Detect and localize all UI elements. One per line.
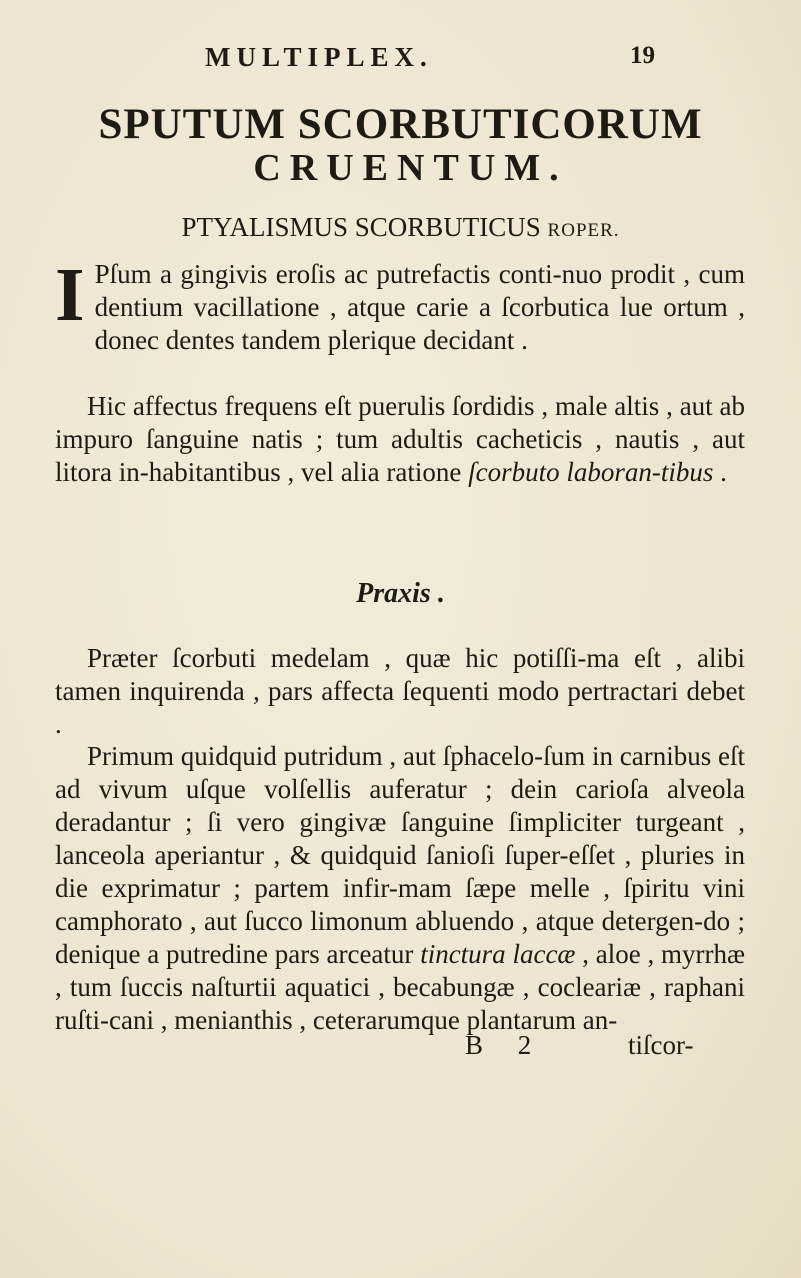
paragraph-1-text: Pſum a gingivis eroſis ac putrefactis conti-nuo prodit , cum dentium vacillatione , atque carie a ſcorbutica lue ortum , donec dentes tandem plerique decidant . (94, 259, 745, 355)
subtitle-main: PTYALISMUS SCORBUTICUS (181, 212, 541, 242)
signature-mark: B 2 (465, 1030, 546, 1060)
paragraph-3-text: Præter ſcorbuti medelam , quæ hic potiſſi-ma eſt , alibi tamen inquirenda , pars affecta ſequenti modo pertractari debet . (55, 643, 745, 739)
paragraph-4-italic: tinctura laccæ (420, 939, 576, 969)
paragraph-3 (55, 642, 745, 741)
paragraph-4-text-b: , aloe , myrrhæ , tum ſuccis naſturtii aquatici , becabungæ , cocleariæ , raphani ruſti-cani , menianthis , ceterarumque plantarum an- (55, 939, 745, 1035)
catchword: tiſcor- (628, 1030, 694, 1060)
paragraph-2-italic: ſcorbuto laboran-tibus (468, 457, 714, 487)
section-heading-praxis: Praxis . (356, 578, 445, 609)
paragraph-2-text: Hic affectus frequens eſt puerulis ſordidis , male altis , aut ab impuro ſanguine natis ; tum adultis cacheticis , nautis , aut litora in-habitantibus , vel alia ratione (55, 391, 745, 487)
running-title: MULTIPLEX. (205, 42, 433, 72)
paragraph-2-end: . (713, 457, 727, 487)
paragraph-2 (55, 390, 745, 489)
page-footer (0, 1030, 801, 1066)
page-number: 19 (630, 42, 655, 69)
chapter-subtitle (0, 212, 801, 243)
drop-cap: I (55, 253, 85, 337)
subtitle-author: ROPER. (547, 220, 620, 241)
chapter-title-line1: SPUTUM SCORBUTICORUM (98, 101, 703, 148)
chapter-title-line2: CRUENTUM. (253, 147, 568, 189)
running-head (205, 42, 665, 82)
paragraph-1 (55, 253, 745, 357)
paragraph-4 (55, 740, 745, 1037)
paragraph-4-text-a: Primum quidquid putridum , aut ſphacelo-ſum in carnibus eſt ad vivum uſque volſellis auferatur ; dein carioſa alveola deradantur ; ſi vero gingivæ ſanguine ſimpliciter turgeant , lanceola aperiantur , & quidquid ſanioſi ſuper-eſſet , pluries in die exprimatur ; partem infir-mam ſæpe melle , ſpiritu vini camphorato , aut ſucco limonum abluendo , atque detergen-do ; denique a putredine pars arceatur (55, 741, 745, 969)
